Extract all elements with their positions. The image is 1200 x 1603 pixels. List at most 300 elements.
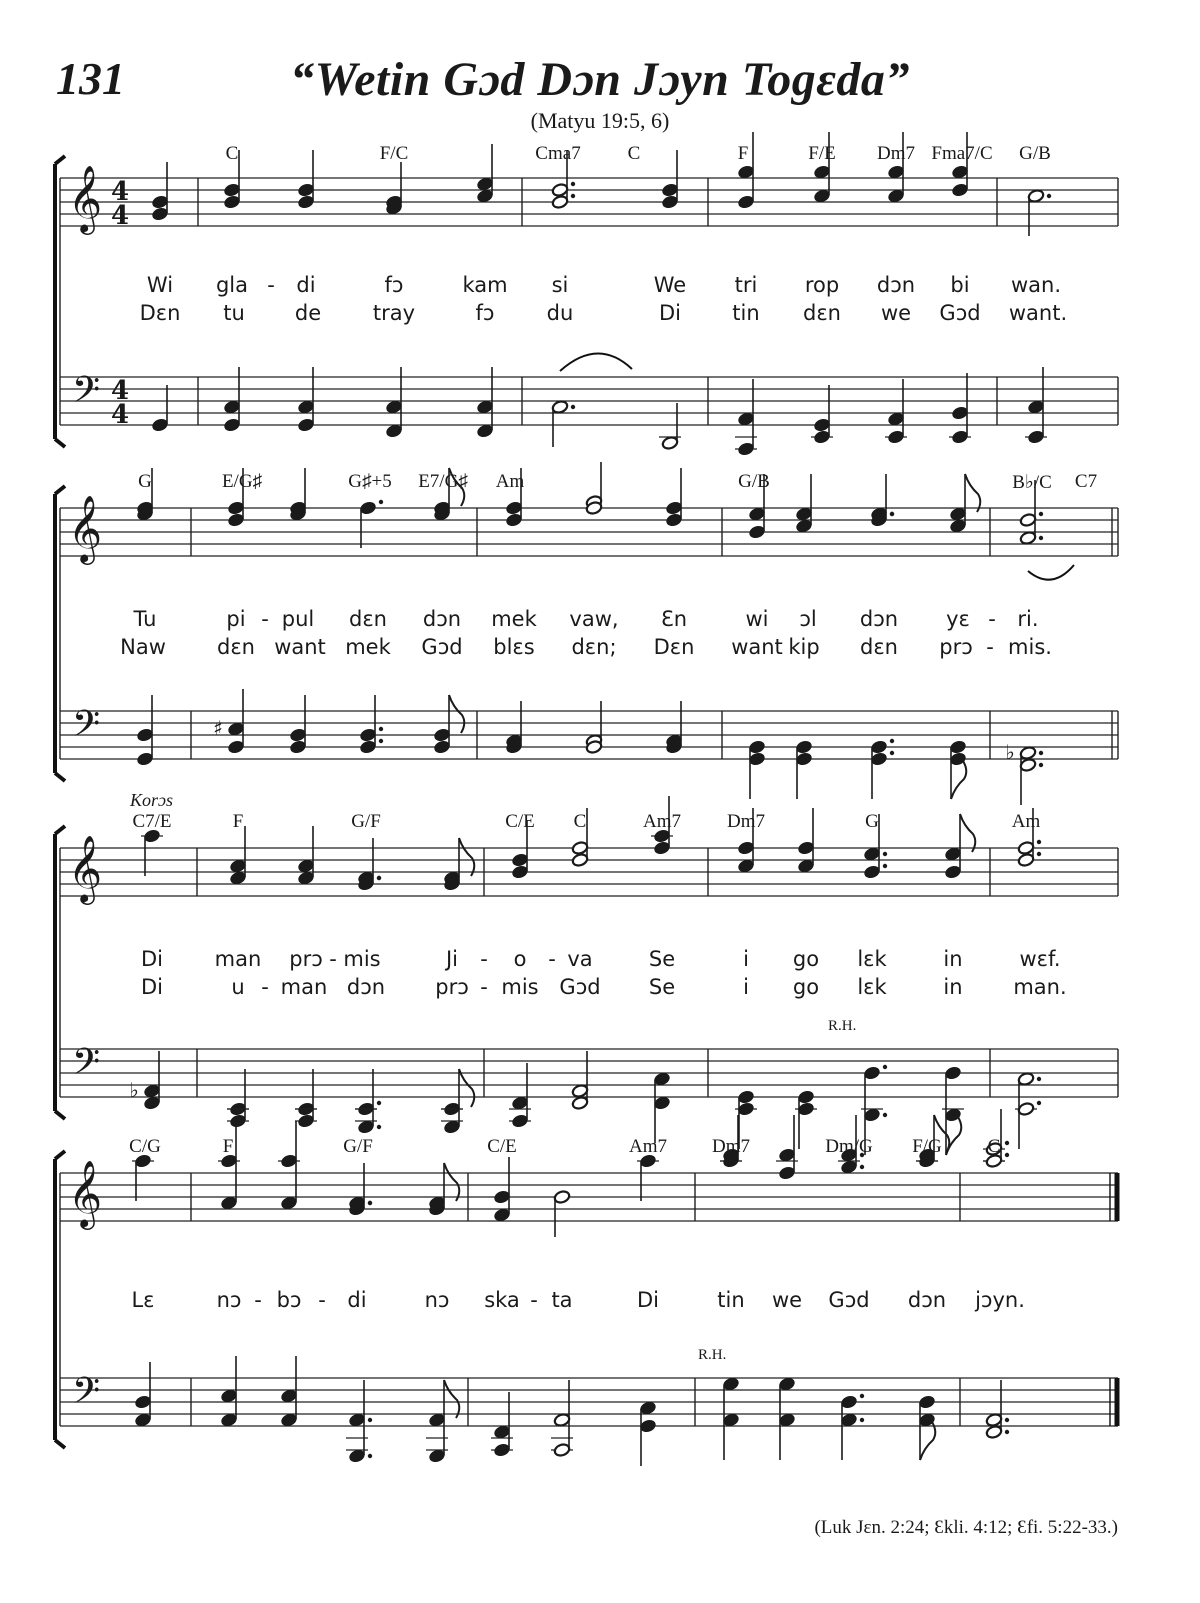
slur (560, 353, 632, 371)
notehead (748, 525, 765, 540)
notehead (661, 436, 678, 451)
lyric-syllable: man. (1013, 975, 1067, 999)
notehead (297, 859, 314, 874)
notehead (223, 400, 240, 415)
notehead (143, 1096, 160, 1111)
notehead (870, 752, 887, 767)
scripture-reference: (Matyu 19:5, 6) (530, 108, 670, 133)
notehead (553, 1190, 570, 1205)
chord-symbol: C/G (129, 1136, 161, 1157)
augmentation-dot (1005, 1430, 1009, 1434)
lyric-syllable: - (261, 975, 269, 999)
notehead (813, 189, 830, 204)
lyric-syllable: o (513, 947, 527, 971)
chord-symbol: Am (495, 471, 525, 492)
notehead (476, 424, 493, 439)
lyric-syllable: dɔn (876, 273, 916, 297)
notehead (385, 400, 402, 415)
lyric-syllable: nɔ (216, 1288, 242, 1312)
lyric-syllable: go (792, 947, 820, 971)
chord-symbol: Fma7/C (931, 143, 993, 164)
lyric-syllable: u (231, 975, 245, 999)
notehead (297, 1114, 314, 1129)
notehead (493, 1443, 510, 1458)
lyric-syllable: Se (648, 975, 676, 999)
lyric-syllable: - (480, 975, 488, 999)
lyric-syllable: si (551, 273, 569, 297)
lyric-syllable: pul (281, 607, 315, 631)
notehead (918, 1395, 935, 1410)
lyric-syllable: ska (484, 1288, 520, 1312)
notehead (887, 430, 904, 445)
lyric-syllable: mek (491, 607, 537, 631)
lyric-syllable: mis. (1008, 635, 1052, 659)
notehead (722, 1413, 739, 1428)
lyric-syllable: vaw, (569, 607, 619, 631)
notehead (737, 442, 754, 457)
lyric-syllable: dɔn (346, 975, 386, 999)
notehead (797, 859, 814, 874)
notehead (443, 1120, 460, 1135)
lyric-syllable: Wi (146, 273, 174, 297)
notehead (357, 1120, 374, 1135)
augmentation-dot (368, 1201, 372, 1205)
chord-symbol: C (987, 1136, 1001, 1157)
notehead (571, 1096, 588, 1111)
notehead (359, 740, 376, 755)
notehead (476, 177, 493, 192)
lyric-syllable: Gɔd (828, 1288, 870, 1312)
time-signature-bottom: 4 (110, 400, 130, 430)
lyric-syllable: in (943, 947, 963, 971)
lyric-syllable: prɔ (435, 975, 469, 999)
notehead (944, 847, 961, 862)
notehead (722, 1377, 739, 1392)
lyric-syllable: bi (950, 273, 970, 297)
eighth-flag (965, 474, 980, 512)
lyric-syllable: dɔn (422, 607, 462, 631)
lyric-syllable: want (731, 635, 783, 659)
notehead (229, 859, 246, 874)
lyric-syllable: lɛk (857, 975, 887, 999)
augmentation-dot (890, 739, 894, 743)
scripture-cross-references: (Luk Jɛn. 2:24; Ɛkli. 4:12; Ɛfi. 5:22-33.) (814, 1517, 1118, 1538)
notehead (639, 1419, 656, 1434)
notehead (985, 1425, 1002, 1440)
augmentation-dot (883, 864, 887, 868)
time-signature-top: 4 (110, 376, 130, 406)
lyric-syllable: go (792, 975, 820, 999)
lyric-syllable: Gɔd (421, 635, 463, 659)
lyric-syllable: prɔ (939, 635, 973, 659)
notehead (297, 418, 314, 433)
notehead (571, 1084, 588, 1099)
chord-symbol: C/E (487, 1136, 517, 1157)
hymn-number: 131 (56, 53, 125, 104)
notehead (1019, 513, 1036, 528)
notehead (151, 207, 168, 222)
lyric-syllable: pi (226, 607, 246, 631)
lyric-syllable: in (943, 975, 963, 999)
chord-symbol: F/G (912, 1136, 942, 1157)
hymn-title: “Wetin Gɔd Dɔn Jɔyn Togɛda” (290, 53, 910, 106)
notehead (797, 841, 814, 856)
lyric-syllable: dɛn (217, 635, 255, 659)
notehead (505, 501, 522, 516)
notehead (220, 1196, 237, 1211)
notehead (665, 501, 682, 516)
lyric-syllable: rop (804, 273, 840, 297)
lyric-syllable: di (296, 273, 316, 297)
lyric-syllable: - (988, 607, 996, 631)
notehead (136, 752, 153, 767)
notehead (280, 1196, 297, 1211)
lyric-syllable: Di (658, 301, 682, 325)
notehead (737, 1090, 754, 1105)
notehead (151, 195, 168, 210)
lyric-syllable: wɛf. (1019, 947, 1061, 971)
notehead (795, 507, 812, 522)
lyric-syllable: gla (215, 273, 249, 297)
notehead (511, 1096, 528, 1111)
lyric-syllable: fɔ (384, 273, 404, 297)
augmentation-dot (883, 1113, 887, 1117)
lyric-syllable: - (530, 1288, 538, 1312)
lyric-syllable: jɔyn. (975, 1288, 1025, 1312)
eighth-flag (960, 814, 975, 852)
augmentation-dot (860, 1394, 864, 1398)
lyric-syllable: mek (345, 635, 391, 659)
bass-clef: 𝄢 (71, 703, 101, 754)
lyric-syllable: Gɔd (939, 301, 981, 325)
notehead (1027, 430, 1044, 445)
lyric-syllable: man (280, 975, 328, 999)
notehead (639, 1401, 656, 1416)
notehead (813, 430, 830, 445)
notehead (280, 1154, 297, 1169)
accidental: ♭ (1005, 740, 1015, 764)
notehead (1019, 746, 1036, 761)
notehead (348, 1413, 365, 1428)
augmentation-dot (1039, 751, 1043, 755)
chord-symbol: Cma7 (535, 143, 581, 164)
notehead (840, 1160, 857, 1175)
augmentation-dot (890, 512, 894, 516)
augmentation-dot (571, 405, 575, 409)
notehead (136, 728, 153, 743)
chord-symbol: Dm7 (727, 811, 765, 832)
augmentation-dot (883, 1065, 887, 1069)
lyric-syllable: nɔ (424, 1288, 450, 1312)
lyric-syllable: Dɛn (139, 301, 181, 325)
augmentation-dot (890, 751, 894, 755)
notehead (949, 507, 966, 522)
lyric-syllable: - (254, 1288, 262, 1312)
notehead (795, 740, 812, 755)
bass-clef: 𝄢 (71, 369, 101, 420)
chord-symbol: G (865, 811, 879, 832)
chord-symbol: C7/E (132, 811, 172, 832)
lyric-syllable: wi (745, 607, 769, 631)
lyric-syllable: wan. (1010, 273, 1062, 297)
notehead (493, 1425, 510, 1440)
notehead (737, 859, 754, 874)
eighth-flag (459, 838, 474, 876)
notehead (737, 1102, 754, 1117)
notehead (511, 1114, 528, 1129)
lyric-syllable: dɔn (859, 607, 899, 631)
notehead (551, 195, 568, 210)
lyric-syllable: Ɛn (660, 607, 688, 631)
notehead (797, 1090, 814, 1105)
augmentation-dot (883, 852, 887, 856)
lyric-syllable: va (567, 947, 593, 971)
notehead (887, 412, 904, 427)
augmentation-dot (379, 500, 383, 504)
notehead (359, 501, 376, 516)
bass-clef: 𝄢 (71, 1041, 101, 1092)
right-hand-marking: R.H. (828, 1018, 857, 1034)
notehead (348, 1449, 365, 1464)
notehead (428, 1413, 445, 1428)
lyric-syllable: ri. (1017, 607, 1039, 631)
notehead (571, 853, 588, 868)
notehead (653, 841, 670, 856)
augmentation-dot (377, 1101, 381, 1105)
notehead (1019, 758, 1036, 773)
notehead (985, 1413, 1002, 1428)
treble-clef: 𝄞 (67, 834, 103, 902)
chord-symbol: Dm7 (712, 1136, 750, 1157)
notehead (505, 513, 522, 528)
notehead (737, 412, 754, 427)
lyric-syllable: want (274, 635, 326, 659)
lyric-syllable: Naw (120, 635, 166, 659)
notehead (553, 1413, 570, 1428)
lyric-syllable: Ji (445, 947, 459, 971)
notehead (280, 1413, 297, 1428)
notehead (653, 1072, 670, 1087)
lyric-syllable: dɛn; (571, 635, 617, 659)
treble-clef: 𝄞 (67, 164, 103, 232)
lyric-syllable: Tu (133, 607, 157, 631)
notehead (134, 1413, 151, 1428)
time-signature-bottom: 4 (110, 201, 130, 231)
lyric-syllable: tin (717, 1288, 745, 1312)
notehead (944, 865, 961, 880)
chorus-label: Korɔs (130, 790, 174, 810)
notehead (476, 400, 493, 415)
notehead (949, 519, 966, 534)
notehead (493, 1190, 510, 1205)
eighth-flag (920, 1422, 935, 1460)
lyric-syllable: kam (462, 273, 508, 297)
lyric-syllable: fɔ (475, 301, 495, 325)
augmentation-dot (860, 1165, 864, 1169)
notehead (571, 841, 588, 856)
notehead (227, 722, 244, 737)
chord-symbol: E7/G♯ (418, 471, 468, 492)
lyric-syllable: - (329, 947, 337, 971)
augmentation-dot (571, 194, 575, 198)
augmentation-dot (368, 1454, 372, 1458)
notehead (1027, 400, 1044, 415)
notehead (227, 513, 244, 528)
notehead (476, 189, 493, 204)
notehead (748, 507, 765, 522)
lyric-syllable: dɛn (860, 635, 898, 659)
notehead (1017, 841, 1034, 856)
notehead (951, 406, 968, 421)
lyric-syllable: Se (648, 947, 676, 971)
augmentation-dot (377, 1125, 381, 1129)
notehead (551, 183, 568, 198)
chord-symbol: Am7 (643, 811, 681, 832)
chord-symbol: G/F (351, 811, 381, 832)
chord-symbol: G/F (343, 1136, 373, 1157)
lyric-syllable: - (480, 947, 488, 971)
notehead (863, 1066, 880, 1081)
augmentation-dot (377, 876, 381, 880)
lyric-syllable: Gɔd (559, 975, 601, 999)
chord-symbol: F (737, 143, 749, 164)
notehead (229, 871, 246, 886)
eighth-flag (459, 1069, 474, 1107)
notehead (223, 183, 240, 198)
eighth-flag (951, 761, 966, 799)
notehead (1027, 189, 1044, 204)
chord-symbol: B♭/C (1012, 472, 1052, 493)
accidental: ♯ (213, 716, 223, 740)
lyric-syllable: kip (788, 635, 820, 659)
notehead (229, 1114, 246, 1129)
notehead (359, 728, 376, 743)
augmentation-dot (1005, 1418, 1009, 1422)
augmentation-dot (1037, 840, 1041, 844)
notehead (553, 1443, 570, 1458)
chord-symbol: Dm/G (825, 1136, 873, 1157)
notehead (737, 165, 754, 180)
notehead (778, 1377, 795, 1392)
notehead (433, 728, 450, 743)
notehead (653, 1096, 670, 1111)
lyric-syllable: dɛn (803, 301, 841, 325)
notehead (870, 740, 887, 755)
chord-symbol: C7 (1074, 471, 1098, 492)
notehead (944, 1066, 961, 1081)
lyric-syllable: - (267, 273, 275, 297)
chord-symbol: F/E (808, 143, 836, 164)
augmentation-dot (571, 182, 575, 186)
notehead (951, 183, 968, 198)
chord-symbol: G (138, 471, 152, 492)
notehead (1017, 853, 1034, 868)
notehead (297, 871, 314, 886)
notehead (887, 189, 904, 204)
notehead (840, 1413, 857, 1428)
augmentation-dot (1039, 763, 1043, 767)
chord-symbol: G/B (738, 471, 770, 492)
notehead (223, 418, 240, 433)
chord-symbol: F/C (379, 143, 409, 164)
bass-clef: 𝄢 (71, 1370, 101, 1421)
notehead (863, 865, 880, 880)
notehead (220, 1413, 237, 1428)
lyric-syllable: i (743, 947, 749, 971)
notehead (493, 1208, 510, 1223)
right-hand-marking: R.H. (698, 1347, 727, 1363)
lyric-syllable: tu (223, 301, 245, 325)
lyric-syllable: Dɛn (653, 635, 695, 659)
lyric-syllable: tri (734, 273, 758, 297)
lyric-syllable: ɔl (799, 607, 817, 631)
time-signature-top: 4 (110, 177, 130, 207)
lyric-syllable: mis (501, 975, 539, 999)
notehead (951, 430, 968, 445)
chord-symbol: C (225, 143, 239, 164)
notehead (551, 400, 568, 415)
lyric-syllable: prɔ (289, 947, 323, 971)
notehead (863, 847, 880, 862)
notehead (134, 1395, 151, 1410)
augmentation-dot (1037, 1077, 1041, 1081)
augmentation-dot (1005, 1141, 1009, 1145)
lyric-syllable: du (546, 301, 574, 325)
notehead (887, 165, 904, 180)
treble-clef: 𝄞 (67, 494, 103, 562)
notehead (863, 1108, 880, 1123)
notehead (433, 740, 450, 755)
chord-symbol: C/E (505, 811, 535, 832)
lyric-syllable: lɛk (857, 947, 887, 971)
lyric-syllable: de (294, 301, 322, 325)
lyric-syllable: tin (732, 301, 760, 325)
augmentation-dot (1037, 852, 1041, 856)
lyric-syllable: Lɛ (131, 1288, 155, 1312)
lyric-syllable: - (986, 635, 994, 659)
lyric-syllable: want. (1008, 301, 1068, 325)
lyric-syllable: we (771, 1288, 803, 1312)
treble-clef: 𝄞 (67, 1159, 103, 1227)
notehead (1019, 531, 1036, 546)
notehead (227, 740, 244, 755)
notehead (748, 752, 765, 767)
notehead (297, 400, 314, 415)
notehead (840, 1395, 857, 1410)
notehead (795, 519, 812, 534)
eighth-flag (444, 1380, 459, 1418)
notehead (949, 740, 966, 755)
lyric-syllable: - (318, 1288, 326, 1312)
notehead (951, 165, 968, 180)
notehead (661, 183, 678, 198)
chord-symbol: G/B (1019, 143, 1051, 164)
notehead (797, 1102, 814, 1117)
lyric-syllable: blɛs (493, 635, 535, 659)
notehead (748, 740, 765, 755)
lyric-syllable: We (653, 273, 687, 297)
notehead (1017, 1072, 1034, 1087)
lyric-syllable: man (214, 947, 262, 971)
notehead (280, 1389, 297, 1404)
chord-symbol: G♯+5 (348, 471, 392, 492)
augmentation-dot (379, 727, 383, 731)
lyric-syllable: - (261, 607, 269, 631)
notehead (143, 1084, 160, 1099)
augmentation-dot (368, 1418, 372, 1422)
notehead (297, 183, 314, 198)
lyric-syllable: Di (140, 947, 164, 971)
